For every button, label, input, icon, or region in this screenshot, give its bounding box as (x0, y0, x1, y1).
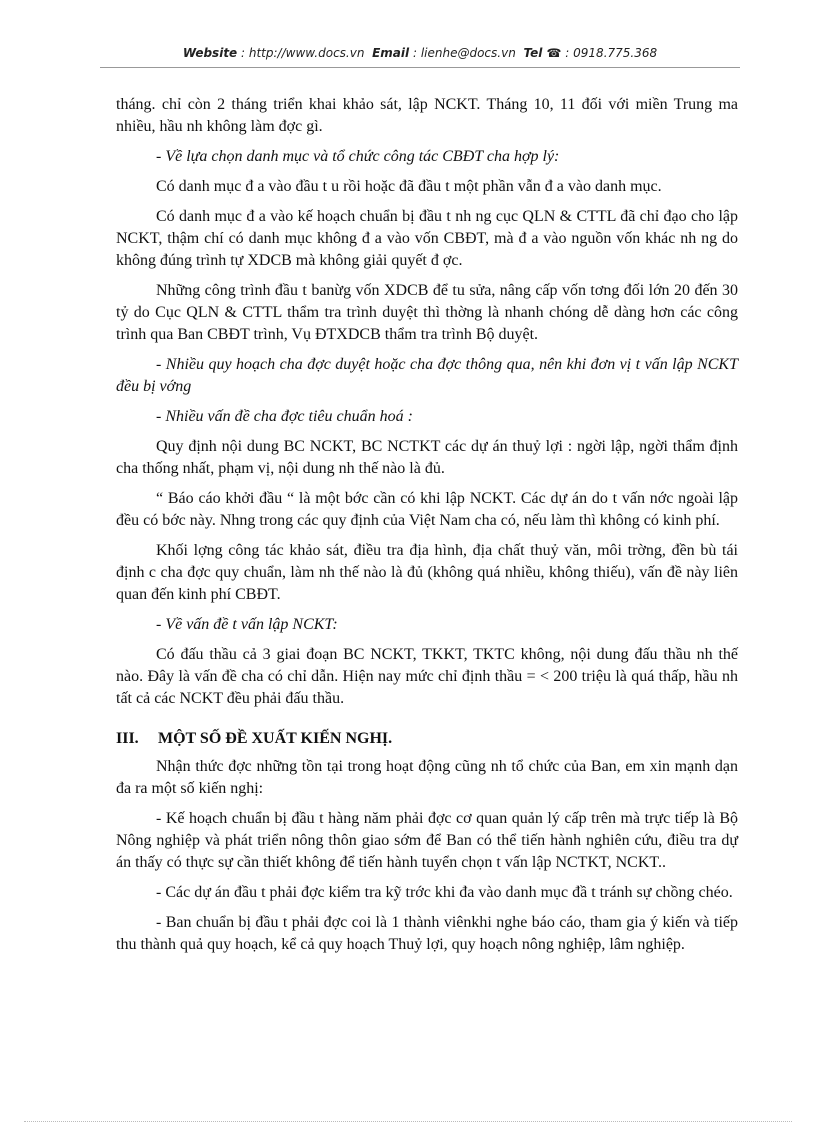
paragraph-italic: - Về vấn đề t vấn lập NCKT: (156, 616, 338, 633)
paragraph-italic: - Về lựa chọn danh mục và tổ chức công tác CBĐT cha hợp lý: (156, 148, 560, 165)
document-body (116, 94, 738, 964)
page-header (100, 46, 740, 60)
paragraph: “ Báo cáo khởi đầu “ là một bớc cần có khi lập NCKT. Các dự án do t vấn nớc ngoài lập đều có bớc này. Nhng trong các quy định của Việt Nam cha có, nếu làm thì không có kinh phí. (116, 490, 738, 529)
phone-number: : 0918.775.368 (565, 46, 658, 60)
paragraph: Khối lợng công tác khảo sát, điều tra địa hình, địa chất thuỷ văn, môi trờng, đền bù tái định c cha đợc quy chuẩn, làm nh thế nào là đủ (không quá nhiều, không thiếu), vấn đề này liên quan đến kinh phí CBĐT. (116, 542, 738, 603)
website-label: Website (182, 46, 238, 60)
paragraph: Những công trình đầu t banừg vốn XDCB để tu sửa, nâng cấp vốn tơng đối lớn 20 đến 30 tỷ do Cục QLN & CTTL thẩm tra trình duyệt thì thờng là nhanh chóng dễ dàng hơn các công trình qua Ban CBĐT trình, Vụ ĐTXDCB thẩm tra trình Bộ duyệt. (116, 282, 738, 343)
website-url[interactable]: : http://www.docs.vn (241, 46, 365, 60)
paragraph: - Các dự án đầu t phải đợc kiểm tra kỹ trớc khi đa vào danh mục đầ t tránh sự chồng chéo. (156, 884, 733, 901)
paragraph: - Ban chuẩn bị đầu t phải đợc coi là 1 thành viênkhi nghe báo cáo, tham gia ý kiến và tiếp thu thành quả quy hoạch, kể cả quy hoạch Thuỷ lợi, quy hoạch nông nghiệp, lâm nghiệp. (116, 914, 738, 953)
header-divider (100, 67, 740, 68)
paragraph: Có danh mục đ a vào kế hoạch chuẩn bị đầu t nh ng cục QLN & CTTL đã chỉ đạo cho lập NCKT, thậm chí có danh mục không đ a vào vốn CBĐT, mà đ a vào nguồn vốn khác nh ng do không đúng trình tự XDCB mà không giải quyết đ ợc. (116, 208, 738, 269)
paragraph-italic: - Nhiều quy hoạch cha đợc duyệt hoặc cha đợc thông qua, nên khi đơn vị t vấn lập NCKT đều bị vớng (116, 356, 738, 395)
section-heading (116, 728, 738, 750)
paragraph: tháng. chỉ còn 2 tháng triển khai khảo sát, lập NCKT. Tháng 10, 11 đối với miền Trung ma nhiều, hầu nh không làm đợc gì. (116, 96, 738, 135)
footer-divider (24, 1121, 792, 1122)
paragraph: Quy định nội dung BC NCKT, BC NCTKT các dự án thuỷ lợi : ngời lập, ngời thẩm định cha thống nhất, phạm vị, nội dung nh thế nào là đủ. (116, 438, 738, 477)
paragraph: - Kế hoạch chuẩn bị đầu t hàng năm phải đợc cơ quan quản lý cấp trên mà trực tiếp là Bộ Nông nghiệp và phát triển nông thôn giao sớm để Ban có thể tiến hành nghiên cứu, điều tra dự án thấy có thực sự cần thiết không để tiến hành tuyển chọn t vấn lập NCTKT, NCKT.. (116, 810, 738, 871)
paragraph: Có đấu thầu cả 3 giai đoạn BC NCKT, TKKT, TKTC không, nội dung đấu thầu nh thế nào. Đây là vấn đề cha có chỉ dẫn. Hiện nay mức chỉ định thầu = < 200 triệu là quá thấp, hầu nh tất cả các NCKT đều phải đấu thầu. (116, 646, 738, 707)
paragraph: Có danh mục đ a vào đầu t u rồi hoặc đã đầu t một phần vẫn đ a vào danh mục. (156, 178, 662, 195)
email-label: Email (372, 46, 410, 60)
section-title: MỘT SỐ ĐỀ XUẤT KIẾN NGHỊ. (158, 730, 393, 747)
section-number: III. (116, 730, 139, 747)
email-address[interactable]: : lienhe@docs.vn (412, 46, 516, 60)
paragraph-italic: - Nhiều vấn đề cha đợc tiêu chuẩn hoá : (156, 408, 413, 425)
paragraph: Nhận thức đợc những tồn tại trong hoạt động cũng nh tổ chức của Ban, em xin mạnh dạn đa ra một số kiến nghị: (116, 758, 738, 797)
phone-label: Tel ☎ (523, 46, 562, 60)
